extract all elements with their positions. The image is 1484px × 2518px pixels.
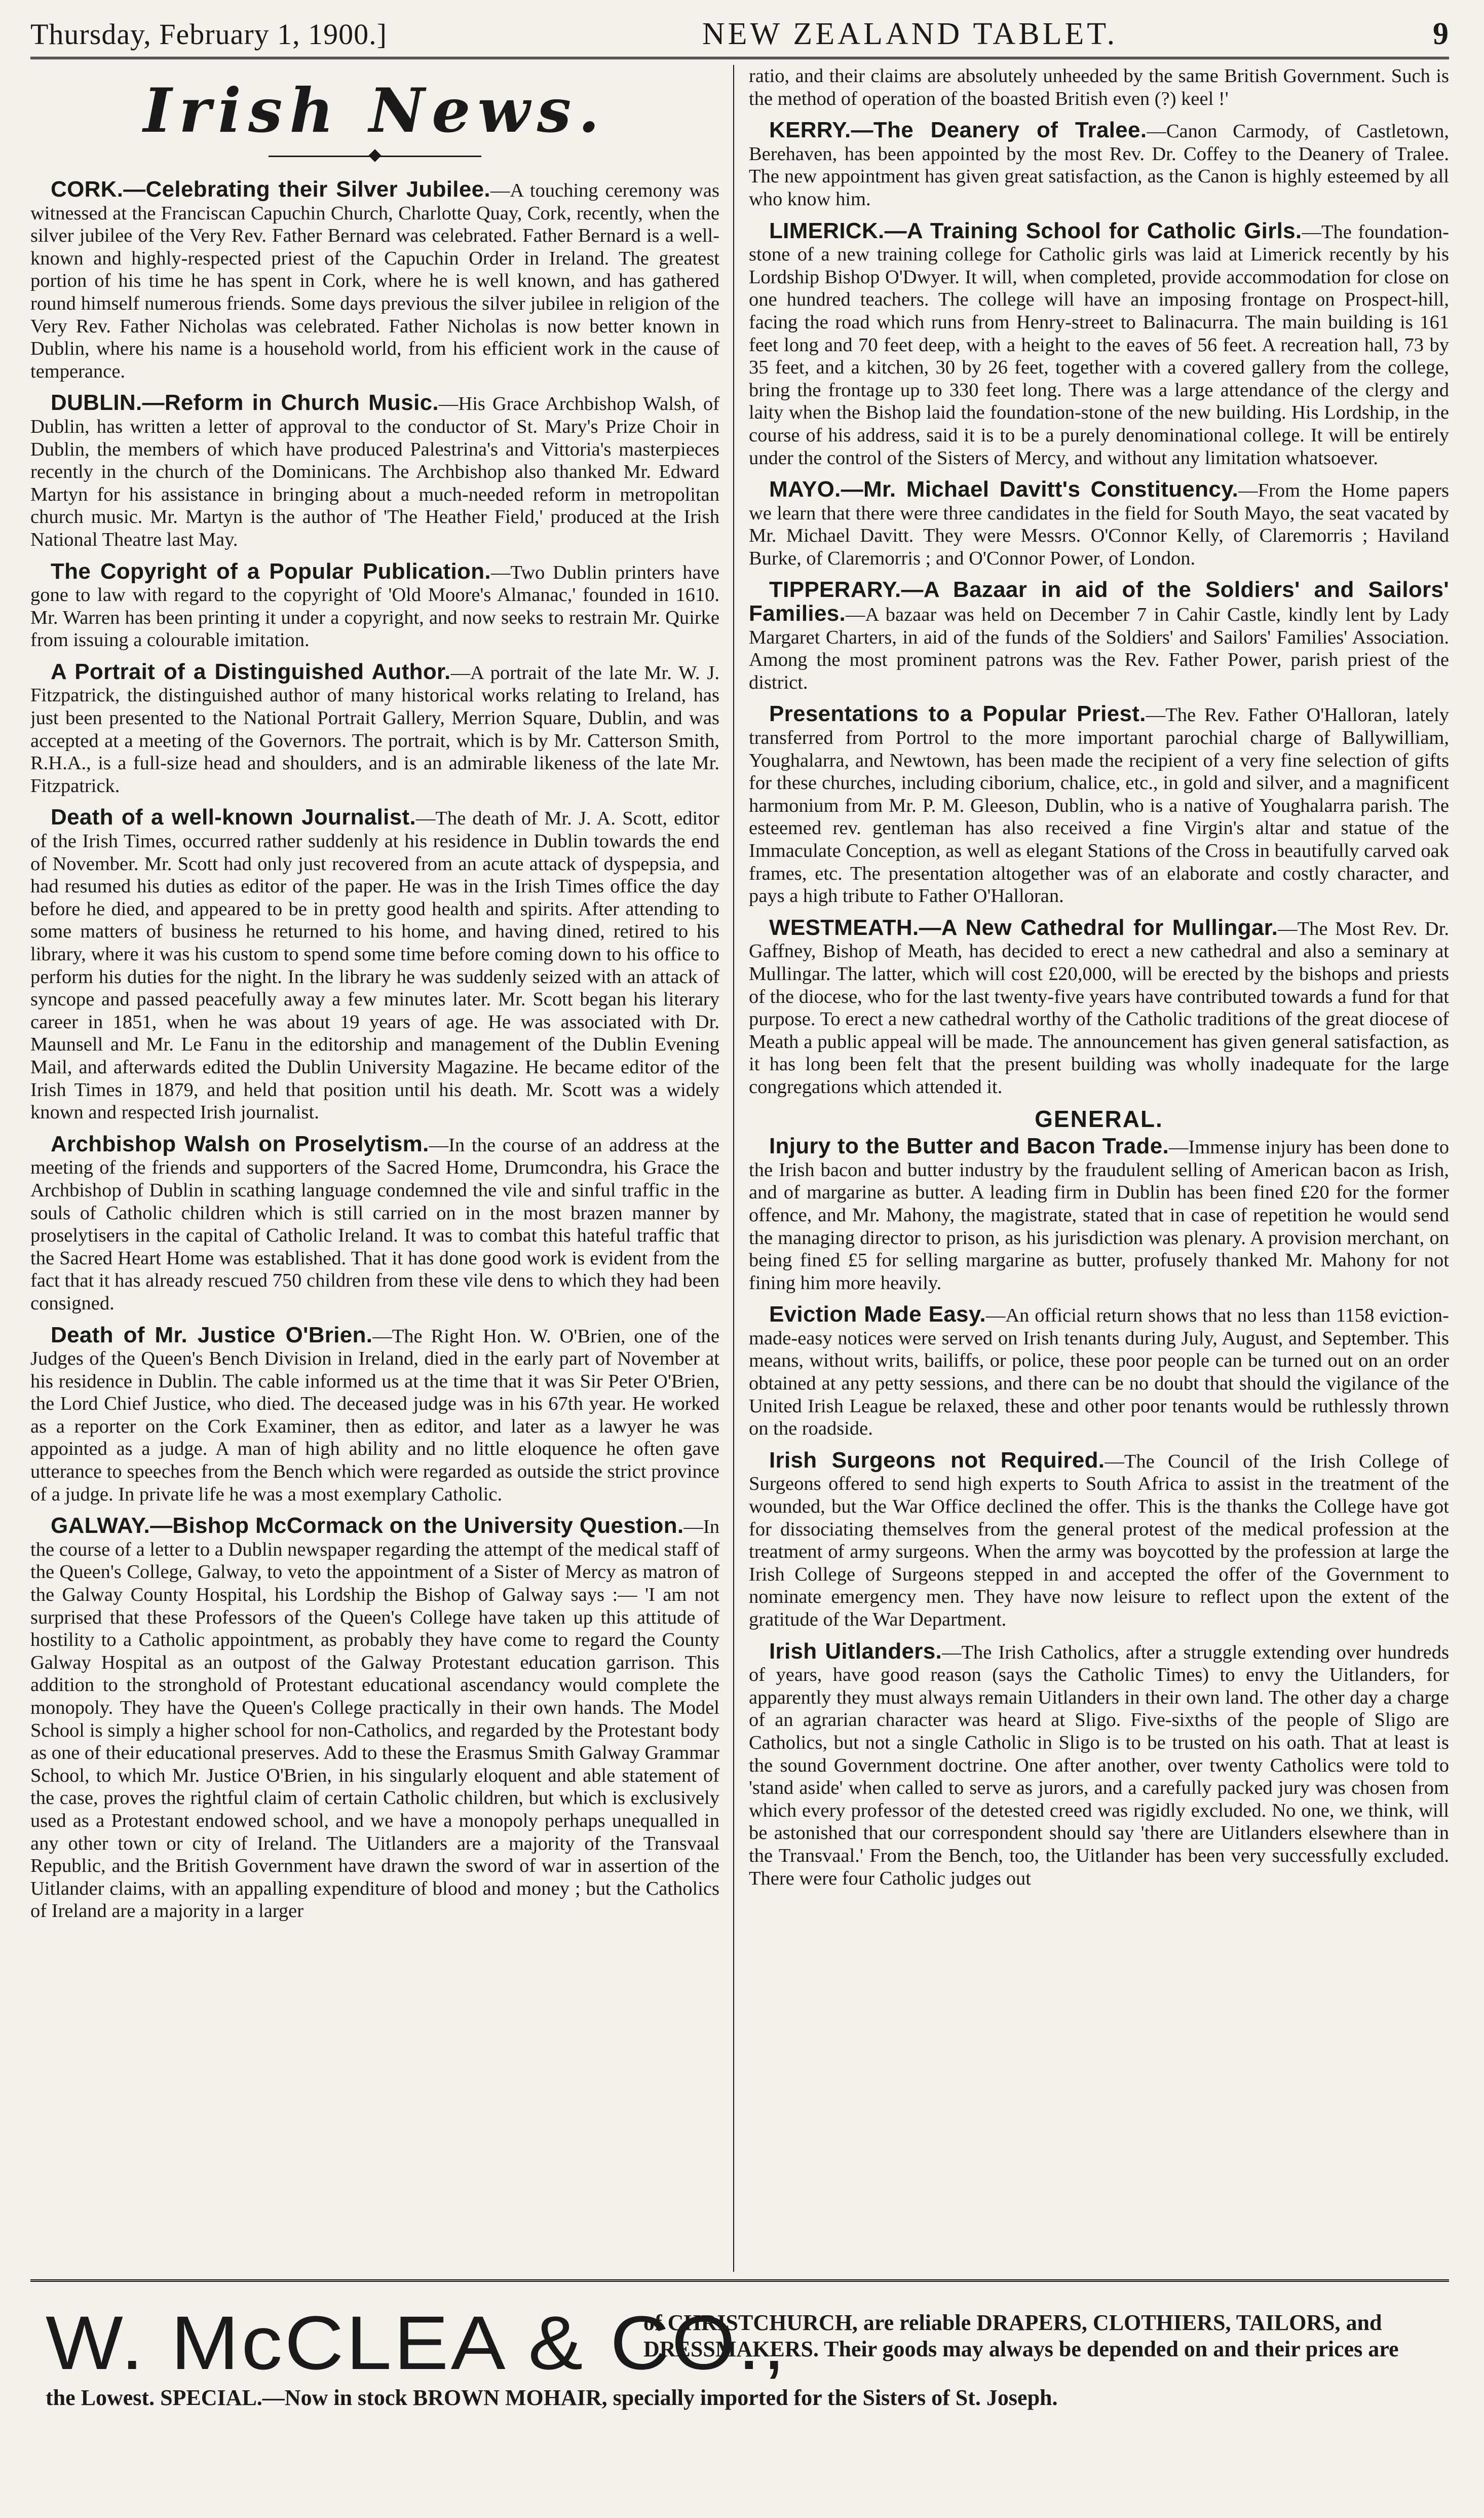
article [30,392,719,551]
article-body: —A portrait of the late Mr. W. J. Fitzpatrick, the distinguished author of many historical works relating to Ireland, has just been presented to the National Portrait Gallery, Merrion Square, Dublin, and was accepted at a meeting of the Governors. The portrait, which is by Mr. Catterson Smith, R.H.A., is a full-size head and shoulders, and is an admirable likeness of the late Mr. Fitzpatrick. [30,662,719,797]
advert-firm-name: W. McCLEA & CO., [46,2300,788,2385]
article-headline: Irish Surgeons not Required. [769,1447,1105,1473]
article [749,478,1449,570]
header-rule [30,57,1449,59]
article [749,917,1449,1099]
article-headline: The Copyright of a Popular Publication. [51,558,491,584]
article-headline: Injury to the Butter and Bacon Trade. [769,1134,1169,1159]
article-body: —From the Home papers we learn that there were three candidates in the field for South Mayo, the seat vacated by Mr. Michael Davitt. They were Messrs. O'Connor Kelly, of Claremorris ; Haviland Burke, of Claremorris ; and O'Connor Power, of London. [749,480,1449,569]
article [30,1324,719,1506]
advert-description: of CHRISTCHURCH, are reliable DRAPERS, CLOTHIERS, TAILORS, and DRESSMAKERS. Their goods may always be depended on and their prices are [643,2310,1399,2361]
diamond-icon [368,149,381,162]
article-headline: GALWAY.—Bishop McCormack on the University Question. [51,1513,684,1538]
running-head [30,14,1449,54]
article-body: —The Right Hon. W. O'Brien, one of the Judges of the Queen's Bench Division in Ireland, died in the early part of November at his residence in Dublin. The cable informed us at the time that it was Sir Peter O'Brien, the Lord Chief Justice, who died. The deceased judge was in his 67th year. He worked as a reporter on the Cork Examiner, then as editor, and later as a lawyer he was appointed as a judge. A man of high ability and no little eloquence he often gave utterance to speeches from the Bench which were regarded as outside the strict province of a judge. In private life he was a most exemplary Catholic. [30,1325,719,1505]
advertisement [30,2295,1449,2426]
article-body: —An official return shows that no less than 1158 eviction-made-easy notices were served on Irish tenants during July, August, and September. This means, without writs, bailiffs, or police, these poor people can be turned out on an order obtained at any petty sessions, and there can be no doubt that should the vigilance of the United Irish League be relaxed, these and other poor tenants would be ruthlessly thrown on the roadside. [749,1305,1449,1440]
article-headline: Death of a well-known Journalist. [51,805,416,830]
issue-date: Thursday, February 1, 1900.] [30,17,387,51]
column-right [749,65,1449,2272]
page-number: 9 [1433,16,1449,51]
article [30,178,719,383]
article-headline: MAYO.—Mr. Michael Davitt's Constituency. [769,477,1239,502]
article [749,703,1449,907]
article [30,661,719,798]
article-body: —In the course of a letter to a Dublin newspaper regarding the attempt of the medical staff of the Queen's College, Galway, to veto the appointment of a Sister of Mercy as matron of the Galway County Hospital, his Lordship the Bishop of Galway says :— 'I am not surprised that these Professors of the Queen's College have taken up this attitude of hostility to a Catholic appointment, as probably they have come to regard the County Galway Hospital as an outpost of the Galway Protestant education garrison. This addition to the stronghold of Protestant educational ascendancy would complete the monopoly. They have the Queen's College practically in their own hands. The Model School is simply a higher school for non-Catholics, and regarded by the Protestant body as one of their educational preserves. Add to these the Erasmus Smith Galway Grammar School, to which Mr. Justice O'Brien, in his singularly eloquent and able statement of the case, proves the rightful claim of certain Catholic children, but which is exclusively used as a Protestant endowed school, and we have a monopoly perhaps unequalled in any other town or city of Ireland. The Uitlanders are a majority of the Transvaal Republic, and the British Government have drawn the sword of war in assertion of the Uitlander claims, with an appalling expenditure of blood and money ; but the Catholics of Ireland are a majority in a larger [30,1516,719,1922]
article [30,1133,719,1315]
article-body: —Canon Carmody, of Castletown, Berehaven, has been appointed by the most Rev. Dr. Coffey to the Deanery of Tralee. The new appointment has given great satisfaction, as the Canon is highly esteemed by all who know him. [749,121,1449,210]
general-articles [749,1135,1449,1890]
article-body: —In the course of an address at the meeting of the friends and supporters of the Sacred Home, Drumcondra, his Grace the Archbishop of Dublin in scathing language condemned the vile and sinful traffic in the souls of Catholic children which is still carried on in the most brazen manner by proselytisers in the capital of Catholic Ireland. It was to combat this hateful traffic that the Sacred Heart Home was established. That it has done good work is evident from the fact that it has already rescued 750 children from these vile dens to which they had been consigned. [30,1134,719,1314]
article-body: —The death of Mr. J. A. Scott, editor of the Irish Times, occurred rather suddenly at his residence in Dublin towards the end of November. Mr. Scott had only just recovered from an acute attack of dyspepsia, and had resumed his duties as editor of the paper. He was in the Irish Times office the day before he died, and appeared to be in pretty good health and spirits. After attending to some matters of business he returned to his home, and having dined, retired to his library, where it was his custom to spend some time before coming down to his office to perform his duties for the night. In the library he was suddenly seized with an attack of syncope and passed peacefully away a few minutes later. Mr. Scott began his literary career in 1851, when he was about 19 years of age. He was associated with Dr. Maunsell and Mr. Le Fanu in the editorship and management of the Dublin Evening Mail, and afterwards edited the Dublin University Magazine. He became editor of the Irish Times in 1879, and held that position until his death. Mr. Scott was a widely known and respected Irish journalist. [30,808,719,1123]
article [749,220,1449,470]
article-body: —A touching ceremony was witnessed at the Franciscan Capuchin Church, Charlotte Quay, Cork, recently, when the silver jubilee of the Very Rev. Father Bernard was celebrated. Father Bernard is a well-known and highly-respected priest of the Capuchin Order in Ireland. The greatest portion of his time he has spent in Cork, where he is well known, and has gathered round himself numerous friends. Some days previous the silver jubilee in religion of the Very Rev. Father Nicholas was celebrated. Father Nicholas is now better known in Dublin, where his name is a household world, from his efficient work in the cause of temperance. [30,180,719,382]
article-body: ratio, and their claims are absolutely unheeded by the same British Government. Such is the method of operation of the boasted British even (?) keel !' [749,65,1449,109]
advert-rule [30,2279,1449,2282]
newspaper-page [30,14,1449,2507]
article-headline: Eviction Made Easy. [769,1302,986,1327]
article-body: —His Grace Archbishop Walsh, of Dublin, has written a letter of approval to the conductor of St. Mary's Prize Choir in Dublin, the members of which have produced Palestrina's and Vittoria's masterpieces recently in the church of the Dominicans. The Archbishop also thanked Mr. Edward Martyn for his assistance in bringing about a much-needed reform in metropolitan church music. Mr. Martyn is the author of 'The Heather Field,' produced at the Irish National Theatre last May. [30,393,719,550]
article-headline: Irish Uitlanders. [769,1638,942,1664]
article [749,1640,1449,1890]
article [749,119,1449,210]
article-headline: CORK.—Celebrating their Silver Jubilee. [51,177,490,202]
article-body: —The Council of the Irish College of Surgeons offered to send high experts to South Africa to assist in the treatment of the wounded, but the War Office declined the offer. This is the thanks the College have got for dissociating themselves from the general protest of the medical profession at the treatment of army surgeons. When the army was boycotted by the profession at large the Irish College of Surgeons stepped in and accepted the offer of the Government to nominate emergency men. They have now leisure to reflect upon the extent of the gratitude of the War Department. [749,1450,1449,1630]
article-body: —The foundation-stone of a new training college for Catholic girls was laid at Limerick recently by his Lordship Bishop O'Dwyer. It will, when completed, provide accommodation for close on one hundred teachers. The college will have an imposing frontage on Prospect-hill, facing the road which runs from Henry-street to Balinacurra. The main building is 161 feet long and 70 feet deep, with a height to the eaves of 56 feet. A recreation hall, 73 by 35 feet, and a kitchen, 30 by 26 feet, together with a covered gallery from the college, bring the frontage up to 330 feet long. There was a large attendance of the clergy and laity when the Bishop laid the foundation-stone of the new building. His Lordship, in the course of his address, said it is to be a purely denominational college. It will be entirely under the control of the Sisters of Mercy, and without any limitation whatsoever. [749,221,1449,469]
article-headline: TIPPERARY.—A Bazaar in aid of the Soldiers' and Sailors' Families. [749,577,1449,626]
article-body: —Immense injury has been done to the Irish bacon and butter industry by the fraudulent selling of American bacon as Irish, and of margarine as butter. A leading firm in Dublin has been fined £20 for the former offence, and Mr. Mahony, the magistrate, stated that in case of repetition he would send the managing director to prison, as his jurisdiction was plenary. A provision merchant, on being fined £5 for selling margarine as butter, profusely thanked Mr. Mahony for not fining him more heavily. [749,1137,1449,1294]
article-headline: Presentations to a Popular Priest. [769,701,1146,727]
ornament-divider [269,147,481,165]
section-heading-general: GENERAL. [1035,1105,1163,1132]
article [749,1449,1449,1631]
article [749,1303,1449,1440]
article-headline: Death of Mr. Justice O'Brien. [51,1322,373,1347]
article [749,65,1449,110]
article-body: —The Most Rev. Dr. Gaffney, Bishop of Meath, has decided to erect a new cathedral and also a seminary at Mullingar. The latter, which will cost £20,000, will be erected by the bishops and priests of the diocese, who for the last twenty-five years have contributed towards a fund for that purpose. To erect a new cathedral worthy of the Catholic traditions of the great diocese of Meath a public appeal will be made. The announcement has given general satisfaction, as it has long been felt that the present building was wholly inadequate for the large congregations which attended it. [749,918,1449,1098]
article [30,806,719,1123]
article-body: —A bazaar was held on December 7 in Cahir Castle, kindly lent by Lady Margaret Charters, in aid of the funds of the Soldiers' and Sailors' Families' Association. Among the most prominent patrons was the Rev. Father Power, parish priest of the district. [749,604,1449,693]
article [30,1515,719,1923]
right-articles [749,65,1449,1099]
paper-title: NEW ZEALAND TABLET. [702,16,1118,51]
article-headline: KERRY.—The Deanery of Tralee. [769,118,1147,143]
column-divider [733,65,734,2272]
column-left [30,65,719,2272]
article-body: —Two Dublin printers have gone to law with regard to the copyright of 'Old Moore's Almanac,' founded in 1610. Mr. Warren has been printing it under a copyright, and now seeks to restrain Mr. Quirke from issuing a colourable imitation. [30,561,719,651]
article [30,560,719,652]
article [749,1135,1449,1294]
article [749,579,1449,694]
left-articles [30,178,719,1923]
article-headline: WESTMEATH.—A New Cathedral for Mullingar. [769,915,1278,940]
article-headline: Archbishop Walsh on Proselytism. [51,1131,429,1156]
article-headline: LIMERICK.—A Training School for Catholic Girls. [769,218,1302,243]
section-masthead: Irish News. [143,75,607,146]
article-body: —The Rev. Father O'Halloran, lately transferred from Portrol to the more important parochial charge of Ballywilliam, Youghalarra, and Newtown, has been made the recipient of a very fine selection of gifts for these churches, including ciborium, chalice, etc., in gold and silver, and a magnificent harmonium from Mr. P. M. Gleeson, Dublin, who is a native of Youghalarra parish. The esteemed rev. gentleman has also received a fine Virgin's altar and statue of the Immaculate Conception, as well as elegant Stations of the Cross in beautifully carved oak frames, etc. The presentation altogether was of an elaborate and costly character, and pays a high tribute to Father O'Halloran. [749,704,1449,907]
article-headline: DUBLIN.—Reform in Church Music. [51,390,439,416]
advert-special: the Lowest. SPECIAL.—Now in stock BROWN MOHAIR, specially imported for the Sisters of St. Joseph. [46,2385,1058,2410]
article-headline: A Portrait of a Distinguished Author. [51,659,451,684]
article-body: —The Irish Catholics, after a struggle extending over hundreds of years, have good reason (says the Catholic Times) to envy the Uitlanders, for apparently they must always remain Uitlanders in their own land. The other day a charge of an agrarian character was heard at Sligo. Five-sixths of the people of Sligo are Catholics, but not a single Catholic in Sligo is to be trusted on his oath. That at least is the sound Government doctrine. One after another, over twenty Catholics were told to 'stand aside' when called to serve as jurors, and a carefully packed jury was chosen from which every professor of the detested creed was rigidly excluded. No one, we think, will be astonished that our correspondent should say 'there are Uitlanders elsewhere than in the Transvaal.' From the Bench, too, the Uitlander has been very successfully excluded. There were four Catholic judges out [749,1641,1449,1889]
